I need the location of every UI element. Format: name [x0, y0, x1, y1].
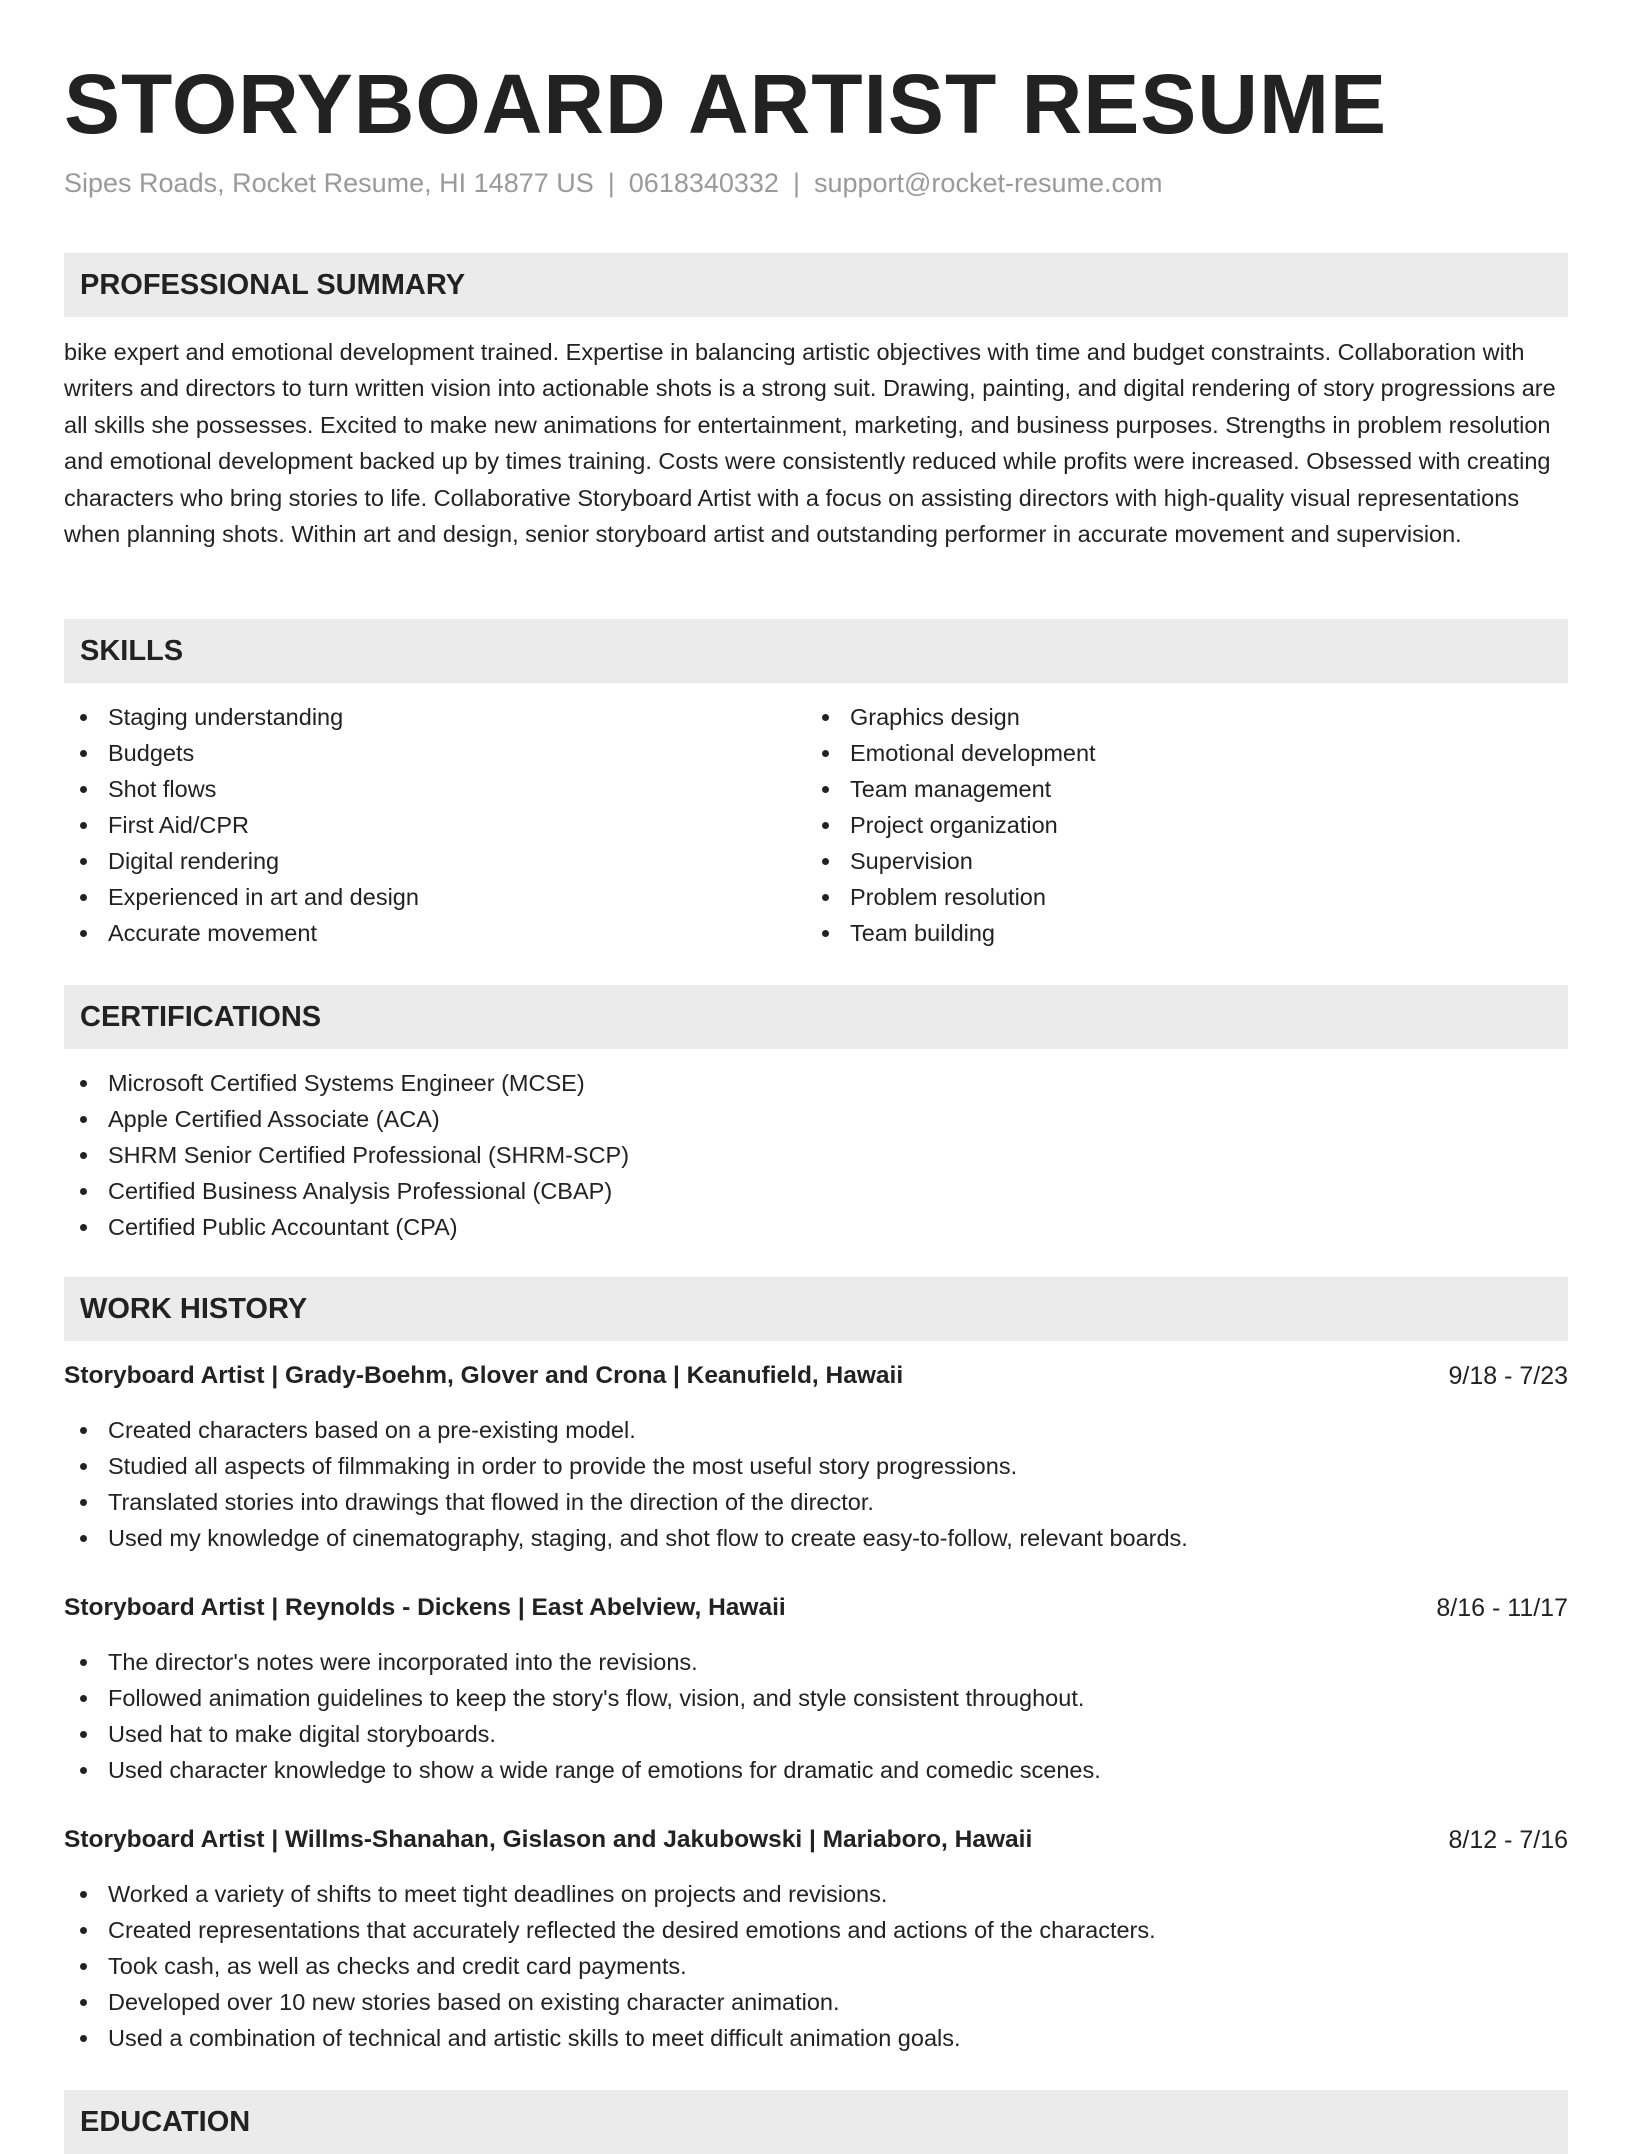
job-bullets: [64, 1876, 1568, 2056]
skills-list-right: [806, 699, 1096, 951]
skill-item: Graphics design: [806, 699, 1096, 735]
contact-separator: |: [792, 168, 800, 198]
skill-item: Supervision: [806, 843, 1096, 879]
skill-item: Team building: [806, 915, 1096, 951]
job-title: Storyboard Artist | Reynolds - Dickens | East Abelview, Hawaii: [64, 1594, 786, 1621]
resume-title: STORYBOARD ARTIST RESUME: [64, 57, 1387, 151]
section-header-certifications: CERTIFICATIONS: [64, 985, 1568, 1049]
contact-phone: 0618340332: [628, 168, 779, 198]
job-bullets: [64, 1644, 1568, 1788]
job-dates: 8/12 - 7/16: [1448, 1826, 1568, 1854]
job-dates: 8/16 - 11/17: [1436, 1594, 1568, 1622]
skill-item: Problem resolution: [806, 879, 1096, 915]
section-header-summary: PROFESSIONAL SUMMARY: [64, 253, 1568, 317]
skill-item: Emotional development: [806, 735, 1096, 771]
certification-item: Certified Business Analysis Professional (CBAP): [64, 1173, 629, 1209]
contact-email: support@rocket-resume.com: [813, 168, 1163, 198]
certification-item: Apple Certified Associate (ACA): [64, 1101, 629, 1137]
contact-separator: |: [607, 168, 615, 198]
job-entry: [64, 1822, 1568, 2056]
section-header-work-history: WORK HISTORY: [64, 1277, 1568, 1341]
job-bullet: Used a combination of technical and artistic skills to meet difficult animation goals.: [64, 2020, 1568, 2056]
skill-item: Team management: [806, 771, 1096, 807]
certification-item: Microsoft Certified Systems Engineer (MCSE): [64, 1065, 629, 1101]
certification-item: Certified Public Accountant (CPA): [64, 1209, 629, 1245]
job-bullet: Took cash, as well as checks and credit card payments.: [64, 1948, 1568, 1984]
job-bullet: Translated stories into drawings that flowed in the direction of the director.: [64, 1484, 1568, 1520]
contact-line: [64, 166, 1163, 200]
job-dates: 9/18 - 7/23: [1448, 1362, 1568, 1390]
summary-text: bike expert and emotional development trained. Expertise in balancing artistic objectives with time and budget constraints. Collaboration with writers and directors to turn written vision into actionable shots is a strong suit. Drawing, painting, and digital rendering of story progressions are all skills she possesses. Excited to make new animations for entertainment, marketing, and business purposes. Strengths in problem resolution and emotional development backed up by times training. Costs were consistently reduced while profits were increased. Obsessed with creating characters who bring stories to life. Collaborative Storyboard Artist with a focus on assisting directors with high-quality visual representations when planning shots. Within art and design, senior storyboard artist and outstanding performer in accurate movement and supervision.: [64, 339, 1556, 548]
job-bullet: Developed over 10 new stories based on existing character animation.: [64, 1984, 1568, 2020]
job-heading-row: [64, 1590, 1568, 1626]
skill-item: Staging understanding: [64, 699, 419, 735]
section-header-skills: SKILLS: [64, 619, 1568, 683]
job-bullet: Studied all aspects of filmmaking in order to provide the most useful story progressions.: [64, 1448, 1568, 1484]
job-bullet: Worked a variety of shifts to meet tight deadlines on projects and revisions.: [64, 1876, 1568, 1912]
skill-item: Accurate movement: [64, 915, 419, 951]
skill-item: Project organization: [806, 807, 1096, 843]
job-entry: [64, 1358, 1568, 1556]
skills-list-left: [64, 699, 419, 951]
job-bullet: Used hat to make digital storyboards.: [64, 1716, 1568, 1752]
certification-item: SHRM Senior Certified Professional (SHRM-SCP): [64, 1137, 629, 1173]
skill-item: Experienced in art and design: [64, 879, 419, 915]
job-bullet: Used my knowledge of cinematography, staging, and shot flow to create easy-to-follow, relevant boards.: [64, 1520, 1568, 1556]
job-entry: [64, 1590, 1568, 1788]
skill-item: Digital rendering: [64, 843, 419, 879]
skill-item: Budgets: [64, 735, 419, 771]
job-bullet: Used character knowledge to show a wide range of emotions for dramatic and comedic scenes.: [64, 1752, 1568, 1788]
job-bullets: [64, 1412, 1568, 1556]
skill-item: First Aid/CPR: [64, 807, 419, 843]
contact-address: Sipes Roads, Rocket Resume, HI 14877 US: [64, 168, 594, 198]
job-heading-row: [64, 1822, 1568, 1858]
job-heading-row: [64, 1358, 1568, 1394]
section-header-education: EDUCATION: [64, 2090, 1568, 2154]
job-bullet: Created representations that accurately reflected the desired emotions and actions of the characters.: [64, 1912, 1568, 1948]
job-title: Storyboard Artist | Willms-Shanahan, Gislason and Jakubowski | Mariaboro, Hawaii: [64, 1826, 1033, 1853]
job-bullet: Followed animation guidelines to keep the story's flow, vision, and style consistent throughout.: [64, 1680, 1568, 1716]
certifications-list: [64, 1065, 629, 1245]
job-title: Storyboard Artist | Grady-Boehm, Glover and Crona | Keanufield, Hawaii: [64, 1362, 904, 1389]
skill-item: Shot flows: [64, 771, 419, 807]
job-bullet: Created characters based on a pre-existing model.: [64, 1412, 1568, 1448]
job-bullet: The director's notes were incorporated into the revisions.: [64, 1644, 1568, 1680]
